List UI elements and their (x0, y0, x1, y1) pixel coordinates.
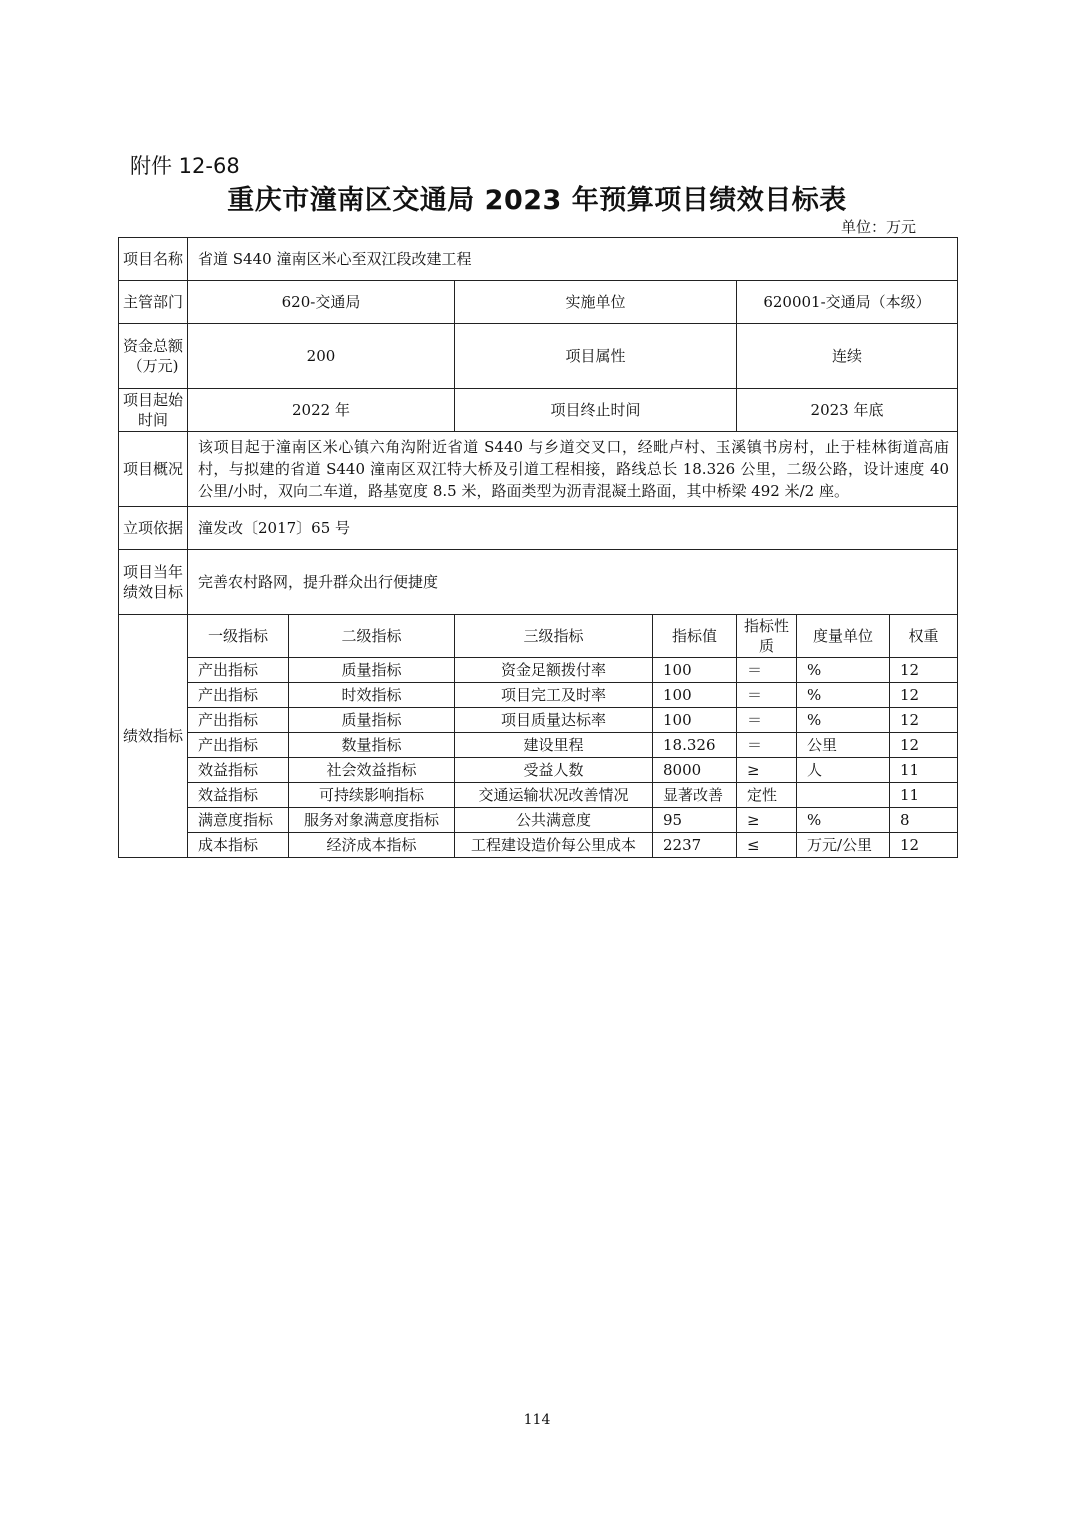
end-value: 2023 年底 (737, 389, 958, 432)
level2-cell: 社会效益指标 (289, 758, 455, 783)
overview-text: 该项目起于潼南区米心镇六角沟附近省道 S440 与乡道交叉口，经毗卢村、玉溪镇书房村，止于桂林街道高庙村，与拟建的省道 S440 潼南区双江特大桥及引道工程相接，路线总长 18.326 公里，二级公路，设计速度 40 公里/小时，双向二车道，路基宽度 8.5 米，路面类型为沥青混凝土路面，其中桥梁 492 米/2 座。 (188, 432, 958, 507)
header-level3: 三级指标 (455, 615, 653, 658)
end-label: 项目终止时间 (455, 389, 737, 432)
nature-cell: ≥ (737, 808, 797, 833)
impl-label: 实施单位 (455, 281, 737, 324)
level2-cell: 质量指标 (289, 708, 455, 733)
project-name-label: 项目名称 (119, 238, 188, 281)
table-row (119, 683, 958, 708)
level2-cell: 数量指标 (289, 733, 455, 758)
impl-value: 620001-交通局（本级） (737, 281, 958, 324)
weight-cell: 11 (890, 758, 958, 783)
level1-cell: 成本指标 (188, 833, 289, 858)
nature-cell: ＝ (737, 708, 797, 733)
level2-cell: 服务对象满意度指标 (289, 808, 455, 833)
weight-cell: 12 (890, 683, 958, 708)
table-row (119, 808, 958, 833)
dept-label: 主管部门 (119, 281, 188, 324)
weight-cell: 12 (890, 833, 958, 858)
level1-cell: 产出指标 (188, 683, 289, 708)
overview-label: 项目概况 (119, 432, 188, 507)
table-row (119, 758, 958, 783)
value-cell: 18.326 (653, 733, 737, 758)
goal-label: 项目当年绩效目标 (119, 550, 188, 615)
fund-value: 200 (188, 324, 455, 389)
nature-cell: ≥ (737, 758, 797, 783)
attr-label: 项目属性 (455, 324, 737, 389)
nature-cell: ＝ (737, 658, 797, 683)
level2-cell: 可持续影响指标 (289, 783, 455, 808)
unit-cell: 万元/公里 (797, 833, 890, 858)
level2-cell: 时效指标 (289, 683, 455, 708)
level1-cell: 产出指标 (188, 708, 289, 733)
weight-cell: 8 (890, 808, 958, 833)
goal-value: 完善农村路网，提升群众出行便捷度 (188, 550, 958, 615)
level3-cell: 受益人数 (455, 758, 653, 783)
weight-cell: 12 (890, 658, 958, 683)
currency-unit: 单位：万元 (840, 218, 916, 236)
level1-cell: 效益指标 (188, 758, 289, 783)
indicators-label: 绩效指标 (119, 615, 188, 858)
header-level2: 二级指标 (289, 615, 455, 658)
unit-cell: % (797, 658, 890, 683)
value-cell: 100 (653, 683, 737, 708)
level3-cell: 建设里程 (455, 733, 653, 758)
unit-cell: 公里 (797, 733, 890, 758)
start-value: 2022 年 (188, 389, 455, 432)
value-cell: 100 (653, 658, 737, 683)
header-level1: 一级指标 (188, 615, 289, 658)
header-value: 指标值 (653, 615, 737, 658)
basis-label: 立项依据 (119, 507, 188, 550)
level3-cell: 交通运输状况改善情况 (455, 783, 653, 808)
weight-cell: 11 (890, 783, 958, 808)
dept-value: 620-交通局 (188, 281, 455, 324)
attr-value: 连续 (737, 324, 958, 389)
level3-cell: 资金足额拨付率 (455, 658, 653, 683)
page-title: 重庆市潼南区交通局 2023 年预算项目绩效目标表 (227, 185, 847, 216)
page-number: 114 (523, 1412, 551, 1428)
basis-value: 潼发改〔2017〕65 号 (188, 507, 958, 550)
level1-cell: 效益指标 (188, 783, 289, 808)
attachment-number: 附件 12-68 (130, 154, 240, 178)
weight-cell: 12 (890, 733, 958, 758)
nature-cell: ＝ (737, 733, 797, 758)
unit-cell (797, 783, 890, 808)
value-cell: 2237 (653, 833, 737, 858)
level2-cell: 质量指标 (289, 658, 455, 683)
value-cell: 95 (653, 808, 737, 833)
table-row (119, 658, 958, 683)
fund-label: 资金总额（万元) (119, 324, 188, 389)
header-unit: 度量单位 (797, 615, 890, 658)
unit-cell: % (797, 708, 890, 733)
project-name: 省道 S440 潼南区米心至双江段改建工程 (188, 238, 958, 281)
performance-target-table (118, 237, 958, 858)
table-row (119, 733, 958, 758)
level3-cell: 项目质量达标率 (455, 708, 653, 733)
level1-cell: 产出指标 (188, 733, 289, 758)
level1-cell: 满意度指标 (188, 808, 289, 833)
value-cell: 8000 (653, 758, 737, 783)
start-label: 项目起始时间 (119, 389, 188, 432)
unit-cell: % (797, 808, 890, 833)
unit-cell: 人 (797, 758, 890, 783)
level3-cell: 项目完工及时率 (455, 683, 653, 708)
unit-cell: % (797, 683, 890, 708)
nature-cell: ≤ (737, 833, 797, 858)
header-nature: 指标性质 (737, 615, 797, 658)
table-row (119, 833, 958, 858)
weight-cell: 12 (890, 708, 958, 733)
level3-cell: 工程建设造价每公里成本 (455, 833, 653, 858)
nature-cell: 定性 (737, 783, 797, 808)
table-row (119, 708, 958, 733)
header-weight: 权重 (890, 615, 958, 658)
level3-cell: 公共满意度 (455, 808, 653, 833)
nature-cell: ＝ (737, 683, 797, 708)
level2-cell: 经济成本指标 (289, 833, 455, 858)
table-row (119, 783, 958, 808)
value-cell: 100 (653, 708, 737, 733)
level1-cell: 产出指标 (188, 658, 289, 683)
value-cell: 显著改善 (653, 783, 737, 808)
